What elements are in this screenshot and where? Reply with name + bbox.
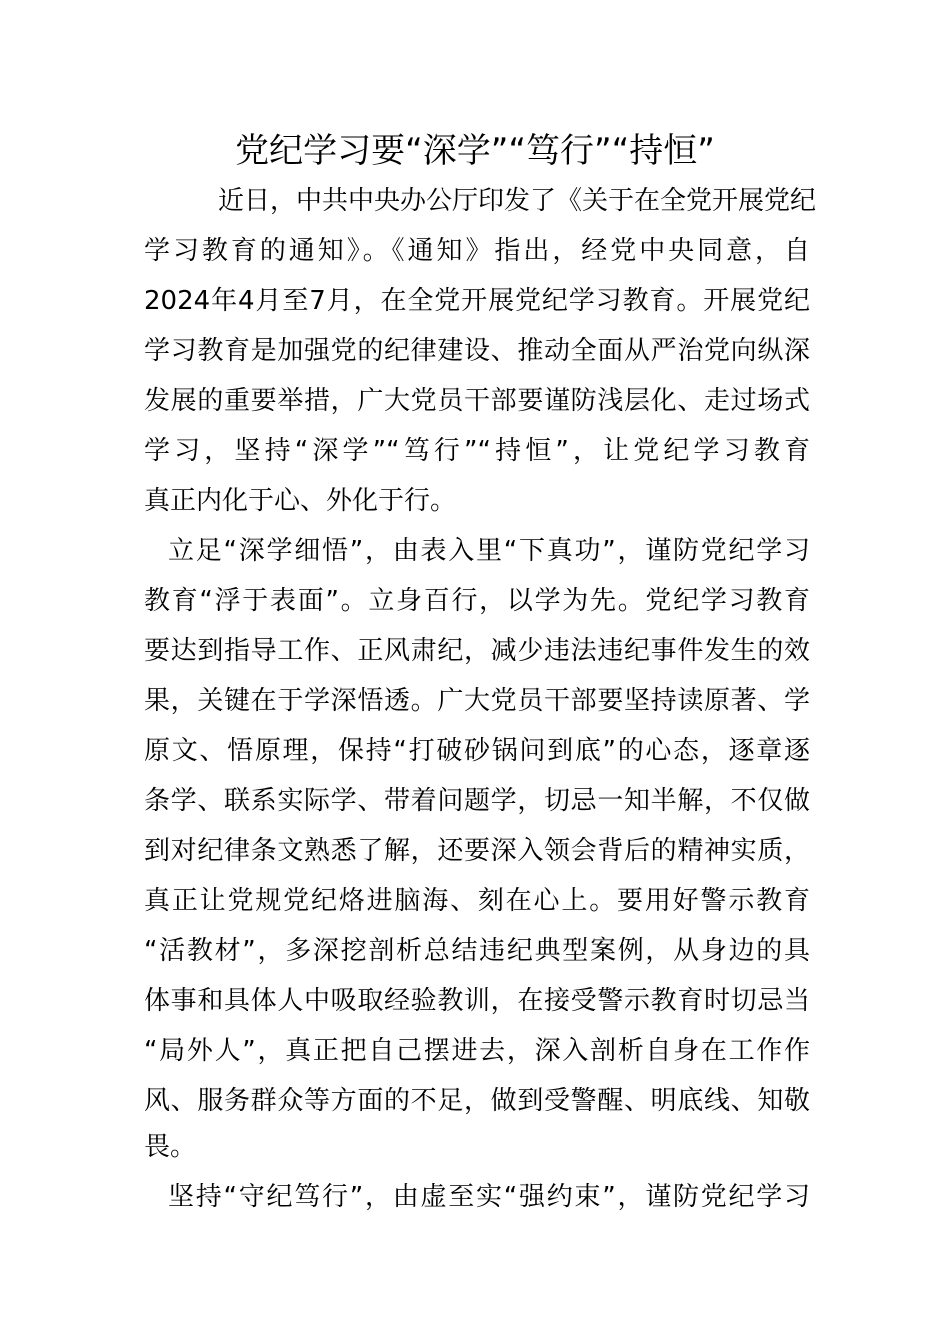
paragraph-2-line-2: 教育“浮于表面”。立身百行，以学为先。党纪学习教育 (144, 586, 810, 616)
paragraph-1-line-7: 真正内化于心、外化于行。 (144, 486, 457, 516)
paragraph-1-line-3: 2024年4月至7月，在全党开展党纪学习教育。开展党纪 (144, 286, 810, 316)
paragraph-2-line-11: “局外人”，真正把自己摆进去，深入剖析自身在工作作 (144, 1036, 810, 1066)
paragraph-2-line-9: “活教材”，多深挖剖析总结违纪典型案例，从身边的具 (144, 936, 810, 966)
paragraph-2-line-3: 要达到指导工作、正风肃纪，减少违法违纪事件发生的效 (144, 636, 810, 666)
paragraph-2-line-6: 条学、联系实际学、带着问题学，切忌一知半解，不仅做 (144, 786, 810, 816)
paragraph-3-line-1: 坚持“守纪笃行”，由虚至实“强约束”，谨防党纪学习 (168, 1182, 810, 1212)
paragraph-2-line-8: 真正让党规党纪烙进脑海、刻在心上。要用好警示教育 (144, 886, 810, 916)
paragraph-2-line-5: 原文、悟原理，保持“打破砂锅问到底”的心态，逐章逐 (144, 736, 810, 766)
paragraph-2-line-12: 风、服务群众等方面的不足，做到受警醒、明底线、知敬 (144, 1086, 810, 1116)
paragraph-1-line-2: 学习教育的通知》。《通知》指出，经党中央同意，自 (144, 236, 810, 266)
paragraph-2-line-10: 体事和具体人中吸取经验教训，在接受警示教育时切忌当 (144, 986, 810, 1016)
paragraph-1-line-5: 发展的重要举措，广大党员干部要谨防浅层化、走过场式 (144, 386, 810, 416)
paragraph-2-line-7: 到对纪律条文熟悉了解，还要深入领会背后的精神实质， (144, 836, 810, 866)
paragraph-2-line-4: 果，关键在于学深悟透。广大党员干部要坚持读原著、学 (144, 686, 810, 716)
paragraph-1-line-4: 学习教育是加强党的纪律建设、推动全面从严治党向纵深 (144, 336, 810, 366)
paragraph-2-line-1: 立足“深学细悟”，由表入里“下真功”，谨防党纪学习 (168, 536, 810, 566)
document-title: 党纪学习要“深学”“笃行”“持恒” (235, 131, 715, 171)
paragraph-2-line-13: 畏。 (144, 1132, 197, 1162)
paragraph-1-line-1: 近日，中共中央办公厅印发了《关于在全党开展党纪 (218, 186, 817, 216)
paragraph-1-line-6: 学习，坚持“深学”“笃行”“持恒”，让党纪学习教育 (144, 436, 810, 466)
